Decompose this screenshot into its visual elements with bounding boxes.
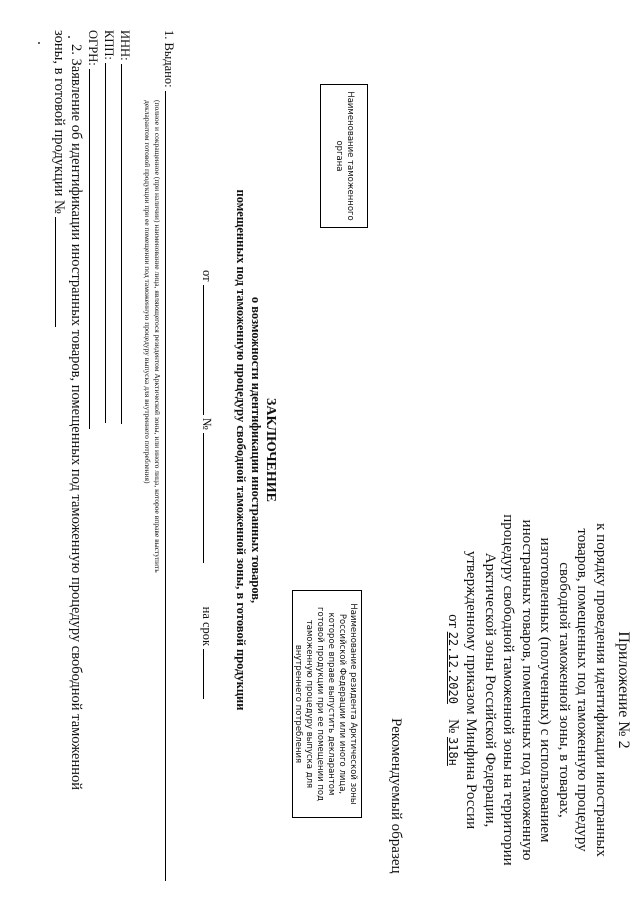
inn-row [117, 30, 132, 424]
appendix-title: Приложение № 2 [615, 631, 632, 749]
header-line: утвержденному приказом Минфина России [463, 550, 480, 830]
issued-to-hint-2: декларантом готовой продукции при ее помещении под таможенную процедуру выпуска для внутреннего потребления) [143, 100, 152, 484]
scan-artifact [38, 42, 40, 44]
ogrn-label: ОГРН: [86, 30, 100, 66]
kpp-field[interactable] [105, 63, 106, 423]
header-lines [444, 480, 611, 900]
order-no-label: № [445, 718, 461, 734]
kpp-label: КПП: [102, 30, 116, 60]
date-from-label: от [200, 270, 214, 282]
resident-name-box: Наименование резидента Арктической зоны Российской Федерации или иного лица, которое вправе выпустить декларантом готовой продукции при ее помещении под таможенную процедуру выпуска для внутреннего потребления [292, 590, 362, 818]
statement-line-2-row [50, 30, 67, 880]
header-line: иностранных товаров, помещенных под таможенную [519, 519, 535, 861]
statement-line-2: зоны, в готовой продукции № [51, 30, 67, 214]
header-line: товаров, помещенных под таможенную процедуру [574, 528, 591, 852]
header-line: Арктической зоны Российской Федерации, [482, 552, 498, 828]
order-number: 318н [446, 737, 460, 766]
order-date: 22.12.2020 [446, 631, 460, 704]
document-title [233, 130, 278, 770]
ogrn-field[interactable] [89, 69, 90, 429]
kpp-row [101, 30, 116, 423]
title-line-1: ЗАКЛЮЧЕНИЕ [263, 397, 278, 503]
statement-line-1: 2. Заявление об идентификации иностранных товаров, помещенных под таможенную процедуру свободной таможенной [68, 44, 84, 790]
issued-to-row [161, 30, 176, 881]
inn-field[interactable] [121, 64, 122, 424]
issued-to-label: 1. Выдано: [162, 30, 176, 88]
issued-to-field[interactable] [165, 91, 166, 881]
application-number-field[interactable] [55, 217, 56, 327]
section-2 [50, 30, 84, 880]
header-line: к порядку проведения идентификации иностранных [593, 523, 609, 857]
header-line: изготовленных (полученных) с использованием [537, 537, 554, 843]
number-label: № [200, 417, 214, 430]
term-label: на срок [200, 606, 214, 647]
title-line-2: о возможности идентификации иностранных товаров, [249, 296, 263, 604]
header-line: процедуру свободной таможенной зоны на территории [500, 514, 517, 866]
title-line-3: помещенных под таможенную процедуру свободной таможенной зоны, в готовой продукции [234, 189, 248, 711]
recommended-sample-label: Рекомендуемый образец [388, 718, 404, 874]
ogrn-row [85, 30, 100, 429]
issued-to-hint-1: (полное и сокращенное (при наличии) наименование лица, являющегося резидентом Арктической зоны, или иного лица, которое вправе выступить [153, 100, 162, 573]
term-field[interactable] [203, 649, 204, 699]
order-prefix: от [445, 614, 461, 628]
number-field[interactable] [203, 433, 204, 563]
order-reference [444, 480, 463, 900]
date-from-field[interactable] [203, 285, 204, 415]
date-line [199, 270, 214, 699]
customs-authority-box: Наименование таможенного органа [320, 84, 368, 228]
header-line: свободной таможенной зоны, в товарах, [556, 562, 572, 818]
scan-artifact [68, 36, 70, 38]
inn-label: ИНН: [118, 30, 132, 61]
